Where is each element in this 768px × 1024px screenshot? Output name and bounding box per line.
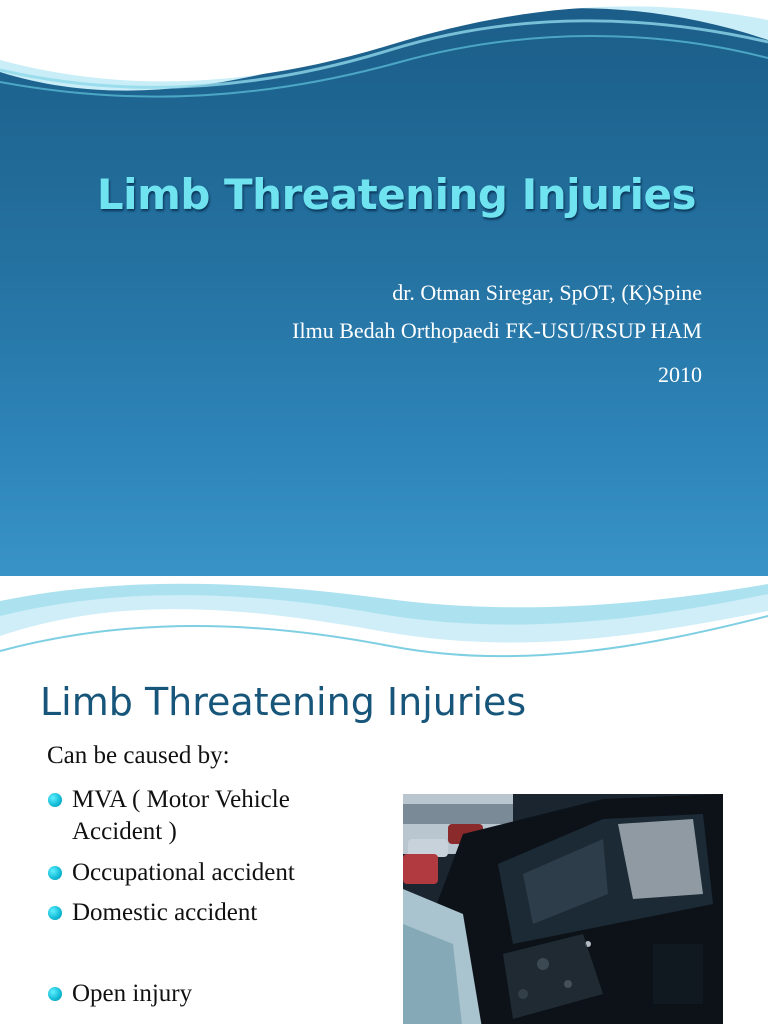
slide-title: Limb Threatening Injuries — [40, 680, 527, 724]
list-item-text: Occupational accident — [72, 859, 295, 886]
bullet-icon — [48, 793, 62, 807]
year-line: 2010 — [658, 362, 702, 387]
header-wave-decoration — [0, 0, 768, 120]
bullet-icon — [48, 987, 62, 1001]
slide-title: Limb Threatening Injuries — [96, 170, 696, 219]
list-item-text: Open injury — [72, 980, 193, 1007]
header-wave-decoration — [0, 576, 768, 676]
list-item-text: Accident ) — [72, 818, 177, 845]
list-item-text: MVA ( Motor Vehicle — [72, 786, 290, 813]
bullet-icon — [48, 906, 62, 920]
list-item-text: Domestic accident — [72, 899, 258, 926]
bullet-icon — [48, 866, 62, 880]
author-line: dr. Otman Siregar, SpOT, (K)Spine — [392, 280, 702, 305]
institution-line: Ilmu Bedah Orthopaedi FK-USU/RSUP HAM — [292, 318, 702, 343]
lead-text: Can be caused by: — [47, 742, 230, 769]
content-slide — [0, 576, 768, 1024]
car-crash-photo — [403, 794, 723, 1024]
